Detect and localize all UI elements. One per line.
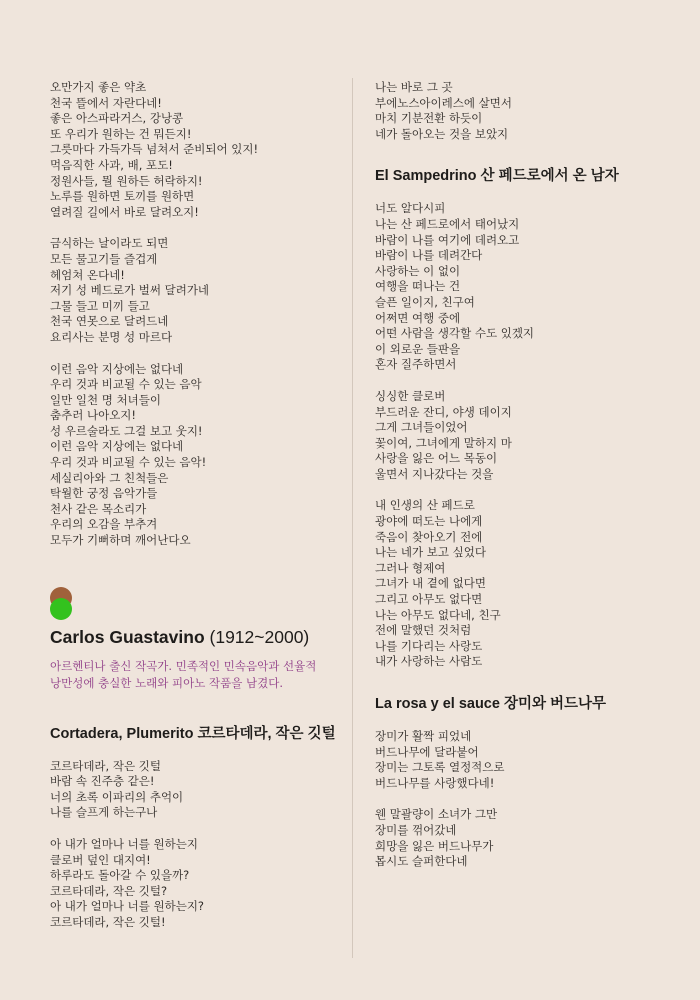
lyric-line: 좋은 아스파라거스, 강낭콩 [50, 111, 184, 126]
lyric-line: 아 내가 얼마나 너를 원하는지? [50, 899, 205, 914]
lyric-line: 장미를 꺾어갔네 [375, 822, 457, 837]
lyric-line: 내가 사랑하는 사람도 [375, 654, 483, 669]
song-lyrics-sampedrino [375, 201, 665, 670]
stanza [50, 759, 330, 821]
lyric-line: 버드나무에 달라붙어 [375, 744, 479, 759]
lyric-line: 사랑하는 이 없이 [375, 263, 461, 278]
lyric-line: 춤추러 나아오지! [50, 408, 137, 423]
lyric-line: 어떤 사람을 생각할 수도 있겠지 [375, 326, 535, 341]
lyric-line: 부드러운 잔디, 야생 데이지 [375, 404, 512, 419]
stanza [375, 498, 665, 670]
stanza [50, 837, 330, 931]
green-circle [50, 598, 72, 620]
lyric-line: 오만가지 좋은 약초 [50, 80, 147, 94]
lyric-line: 금식하는 날이라도 되면 [50, 236, 169, 251]
lyric-line: 일만 일천 명 처녀들이 [50, 392, 161, 407]
composer-description: 아르헨티나 출신 작곡가. 민족적인 민속음악과 선율적 낭만성에 충실한 노래와 피아노 작품을 남겼다. [50, 658, 317, 690]
lyric-line: 먹음직한 사과, 배, 포도! [50, 157, 173, 172]
lyric-line: 세실리아와 그 친척들은 [50, 470, 169, 485]
lyric-line: 장미는 그토록 열정적으로 [375, 760, 505, 775]
lyric-line: 성 우르술라도 그걸 보고 웃지! [50, 423, 203, 438]
lyric-line: 헤엄쳐 온다네! [50, 267, 125, 282]
lyric-line: 요리사는 분명 성 마르다 [50, 329, 173, 344]
stanza [375, 80, 665, 142]
lyric-line: 모두가 기뻐하며 깨어난다오 [50, 533, 191, 548]
lyric-line: 마치 기분전환 하듯이 [375, 111, 483, 126]
lyric-line: 슬픈 일이지, 친구여 [375, 294, 475, 309]
lyric-line: 저기 성 베드로가 벌써 달려가네 [50, 283, 210, 298]
lyric-line: 모든 물고기들 즐겁게 [50, 251, 158, 266]
lyric-line: 웬 말괄량이 소녀가 그만 [375, 807, 498, 822]
poem-continued-right [375, 80, 665, 142]
lyric-line: 클로버 덮인 대지여! [50, 852, 151, 867]
stanza [50, 362, 330, 549]
lyric-line: 너도 알다시피 [375, 201, 446, 216]
lyric-line: 나는 산 페드로에서 태어났지 [375, 216, 520, 231]
lyric-line: 너의 초록 이파리의 추억이 [50, 789, 184, 804]
lyric-line: 정원사들, 뭘 원하든 허락하지! [50, 173, 203, 188]
lyric-line: 이런 음악 지상에는 없다네 [50, 361, 184, 376]
lyric-line: 코르타데라, 작은 깃털? [50, 883, 168, 898]
lyric-line: 그러나 형제여 [375, 560, 446, 575]
lyric-line: 부에노스아이레스에 살면서 [375, 95, 512, 110]
lyric-line: 몹시도 슬퍼한다네 [375, 854, 468, 869]
lyric-line: 그리고 아무도 없다면 [375, 592, 483, 607]
lyric-line: 네가 돌아오는 것을 보았지 [375, 126, 509, 141]
stanza [375, 807, 665, 869]
lyric-line: 바람이 나를 여기에 데려오고 [375, 232, 520, 247]
lyric-line: 그물 들고 미끼 들고 [50, 298, 150, 313]
lyric-line: 그게 그녀들이었어 [375, 420, 468, 435]
lyric-line: 나는 바로 그 곳 [375, 80, 453, 94]
lyric-line: 나는 네가 보고 싶었다 [375, 545, 486, 560]
stanza [50, 80, 330, 220]
stanza [375, 729, 665, 791]
lyric-line: 혼자 질주하면서 [375, 357, 457, 372]
composer-years: (1912~2000) [209, 626, 310, 647]
lyric-line: 천국 연못으로 달려드네 [50, 314, 169, 329]
lyric-line: 광야에 떠도는 나에게 [375, 514, 483, 529]
lyric-line: 천국 뜰에서 자란다네! [50, 95, 162, 110]
lyric-line: 나를 슬프게 하는구나 [50, 805, 158, 820]
lyric-line: 천사 같은 목소리가 [50, 501, 147, 516]
lyric-line: 버드나무를 사랑했다네! [375, 775, 495, 790]
lyric-line: 사랑을 잃은 어느 목동이 [375, 451, 498, 466]
lyric-line: 우리 것과 비교될 수 있는 음악! [50, 455, 207, 470]
lyric-line: 바람이 나를 데려간다 [375, 248, 483, 263]
song-title-cortadera: Cortadera, Plumerito 코르타데라, 작은 깃털 [50, 725, 336, 742]
song-lyrics-cortadera [50, 759, 330, 931]
lyric-line: 우리의 오감을 부추겨 [50, 517, 158, 532]
left-column [50, 80, 336, 947]
lyric-line: 우리 것과 비교될 수 있는 음악 [50, 377, 202, 392]
lyric-line: 나는 아무도 없다네, 친구 [375, 607, 501, 622]
right-column [375, 80, 665, 886]
composer-marker [50, 587, 330, 621]
composer-heading [50, 627, 330, 648]
lyric-line: 이 외로운 들판을 [375, 341, 461, 356]
song-title-rosa: La rosa y el sauce 장미와 버드나무 [375, 696, 607, 712]
lyric-line: 장미가 활짝 피었네 [375, 729, 472, 743]
lyric-line: 희망을 잃은 버드나무가 [375, 838, 494, 853]
lyric-line: 내 인생의 산 페드로 [375, 498, 475, 513]
lyric-line: 노루를 원하면 토끼를 원하면 [50, 189, 195, 204]
song-lyrics-rosa [375, 729, 665, 870]
lyric-line: 바람 속 진주층 같은! [50, 774, 155, 789]
song-title-sampedrino: El Sampedrino 산 페드로에서 온 남자 [375, 168, 619, 185]
lyric-line: 전에 말했던 것처럼 [375, 623, 472, 638]
lyric-line: 아 내가 얼마나 너를 원하는지 [50, 837, 198, 851]
lyric-line: 그릇마다 가득가득 넘쳐서 준비되어 있지! [50, 142, 259, 157]
lyric-line: 죽음이 찾아오기 전에 [375, 529, 483, 544]
stanza [375, 389, 665, 483]
lyric-line: 열려질 길에서 바로 달려오지! [50, 204, 199, 219]
lyric-line: 하루라도 돌아갈 수 있을까? [50, 868, 190, 883]
lyric-line: 싱싱한 클로버 [375, 388, 446, 403]
stanza [50, 236, 330, 345]
lyric-line: 이런 음악 지상에는 없다네 [50, 439, 184, 454]
lyric-line: 꽃이여, 그녀에게 말하지 마 [375, 435, 512, 450]
poem-continued [50, 80, 330, 549]
column-divider [352, 78, 353, 958]
composer-name: Carlos Guastavino [50, 626, 205, 647]
lyric-line: 그녀가 내 곁에 없다면 [375, 576, 486, 591]
lyric-line: 여행을 떠나는 건 [375, 279, 461, 294]
lyric-line: 또 우리가 원하는 건 뭐든지! [50, 126, 192, 141]
lyric-line: 코르타데라, 작은 깃털! [50, 914, 166, 929]
lyric-line: 어쩌면 여행 중에 [375, 310, 461, 325]
lyric-line: 코르타데라, 작은 깃털 [50, 758, 161, 773]
lyric-line: 울면서 지나갔다는 것을 [375, 466, 494, 481]
lyric-line: 나를 기다리는 사랑도 [375, 638, 483, 653]
stanza [375, 201, 665, 373]
lyric-line: 탁월한 궁정 음악가들 [50, 486, 158, 501]
